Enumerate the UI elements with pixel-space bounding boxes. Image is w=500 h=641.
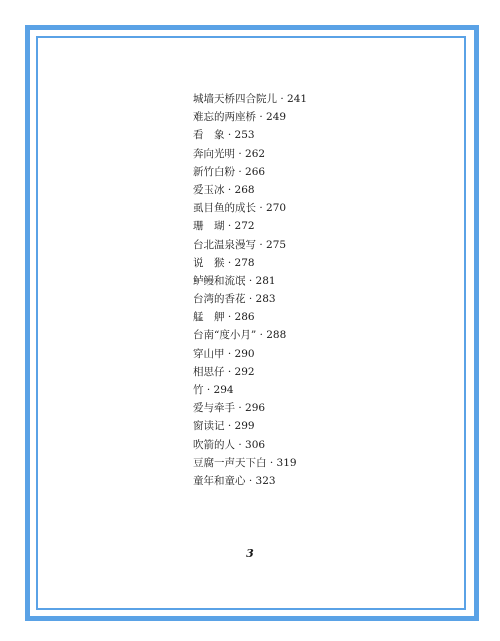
toc-entry: 穿山甲 · 290 [193, 347, 255, 360]
toc-entry: 吹箭的人 · 306 [193, 438, 266, 451]
toc-entry: 台北温泉漫写 · 275 [193, 238, 287, 251]
toc-entry: 台湾的香花 · 283 [193, 293, 276, 306]
toc-entry: 爱与牵手 · 296 [193, 402, 266, 415]
toc-entry: 相思仔 · 292 [193, 365, 255, 378]
toc-entry: 难忘的两座桥 · 249 [193, 111, 287, 124]
toc-entry: 豆腐一声天下白 · 319 [193, 456, 297, 469]
toc-entry: 艋 舺 · 286 [193, 311, 255, 324]
toc-entry: 奔向光明 · 262 [193, 147, 266, 160]
toc-entry: 童年和童心 · 323 [193, 474, 276, 487]
toc-entry: 台南“度小月” · 288 [193, 329, 287, 342]
toc-entry: 说 猴 · 278 [193, 256, 255, 269]
table-of-contents [193, 90, 307, 490]
page-number: 3 [246, 547, 254, 560]
toc-entry: 看 象 · 253 [193, 129, 255, 142]
toc-entry: 窗读记 · 299 [193, 420, 255, 433]
toc-entry: 虱目鱼的成长 · 270 [193, 202, 287, 215]
toc-entry: 新竹白粉 · 266 [193, 165, 266, 178]
toc-entry: 珊 瑚 · 272 [193, 220, 255, 233]
toc-entry: 竹 · 294 [193, 384, 234, 396]
toc-entry: 城墙天桥四合院儿 · 241 [193, 93, 308, 105]
toc-entry: 爱玉冰 · 268 [193, 183, 255, 196]
toc-entry: 鲈鳗和流氓 · 281 [193, 274, 276, 287]
